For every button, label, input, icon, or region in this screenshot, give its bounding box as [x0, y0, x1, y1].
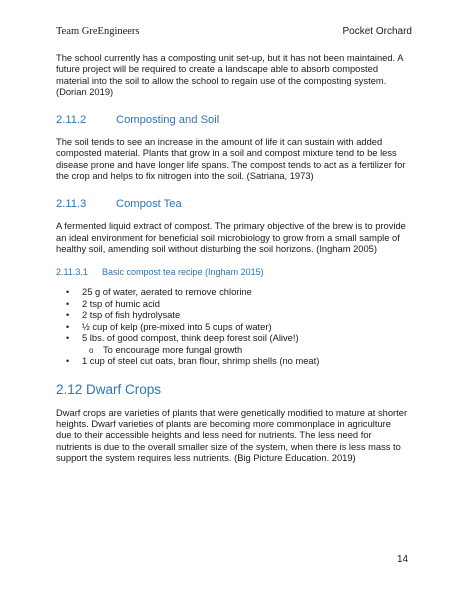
- bullet-icon: •: [66, 310, 70, 321]
- list-item: • 1 cup of steel cut oats, bran flour, shrimp shells (no meat): [66, 356, 320, 367]
- list-item: • 2 tsp of humic acid: [66, 298, 160, 309]
- list-item: • 5 lbs. of good compost, think deep forest soil (Alive!): [66, 333, 299, 344]
- heading-title: Compost Tea: [116, 198, 182, 211]
- heading-composting-and-soil: [56, 114, 408, 127]
- bullet-icon: •: [66, 298, 70, 309]
- heading-number: 2.11.2: [56, 114, 87, 127]
- recipe-sub-list: [56, 345, 408, 357]
- list-item: • ½ cup of kelp (pre-mixed into 5 cups of water): [66, 321, 272, 332]
- heading-title: Basic compost tea recipe (Ingham 2015): [102, 267, 264, 278]
- header-project-name: Pocket Orchard: [342, 26, 412, 37]
- heading-number: 2.11.3.1: [56, 267, 88, 278]
- heading-number: 2.11.3: [56, 198, 87, 211]
- bullet-icon: •: [66, 333, 70, 344]
- recipe-list: [56, 287, 408, 345]
- list-item: • 2 tsp of fish hydrolysate: [66, 310, 181, 321]
- list-sub-item: o To encourage more fungal growth: [89, 344, 243, 355]
- list-item: • 25 g of water, aerated to remove chlorine: [66, 287, 252, 298]
- intro-paragraph: The school currently has a composting unit set-up, but it has not been maintained. A future project will be required to create a landscape able to absorb composted material into the soil to allow the school to regain use of the composting system. (Dorian 2019): [56, 53, 403, 97]
- header-team-name: Team GreEngineers: [56, 26, 140, 37]
- compost-tea-paragraph: A fermented liquid extract of compost. The primary objective of the brew is to provide an ideal environment for beneficial soil microbiology to grow from a small sample of healthy soil, amending soil without disturbing the soil horizons. (Ingham 2005): [56, 221, 406, 254]
- composting-soil-paragraph: The soil tends to see an increase in the amount of life it can sustain with added composted material. Plants that grow in a soil and compost mixture tend to be less disease prone and have longer life spans. The compost tends to act as a fertilizer for the crop and helps to fix nitrogen into the soil. (Satriana, 1973): [56, 137, 406, 182]
- bullet-icon: •: [66, 287, 70, 298]
- heading-compost-tea: [56, 198, 408, 211]
- sub-bullet-icon: o: [89, 345, 94, 355]
- page-number: 14: [397, 554, 409, 565]
- document-body: [56, 53, 408, 464]
- heading-title: Composting and Soil: [116, 114, 220, 127]
- heading-compost-tea-recipe: [56, 267, 408, 278]
- bullet-icon: •: [66, 356, 70, 367]
- bullet-icon: •: [66, 321, 70, 332]
- heading-dwarf-crops: 2.12 Dwarf Crops: [56, 381, 162, 397]
- recipe-list-continued: [56, 356, 408, 368]
- dwarf-crops-paragraph: Dwarf crops are varieties of plants that were genetically modified to mature at shorter heights. Dwarf varieties of plants are becoming more commonplace in agriculture due to their accessible heights and less need for nutrients. The less need for nutrients is due to the overall smaller size of the system, when there is less mass to support the system requires less nutrients. (Big Picture Education. 2019): [56, 407, 408, 463]
